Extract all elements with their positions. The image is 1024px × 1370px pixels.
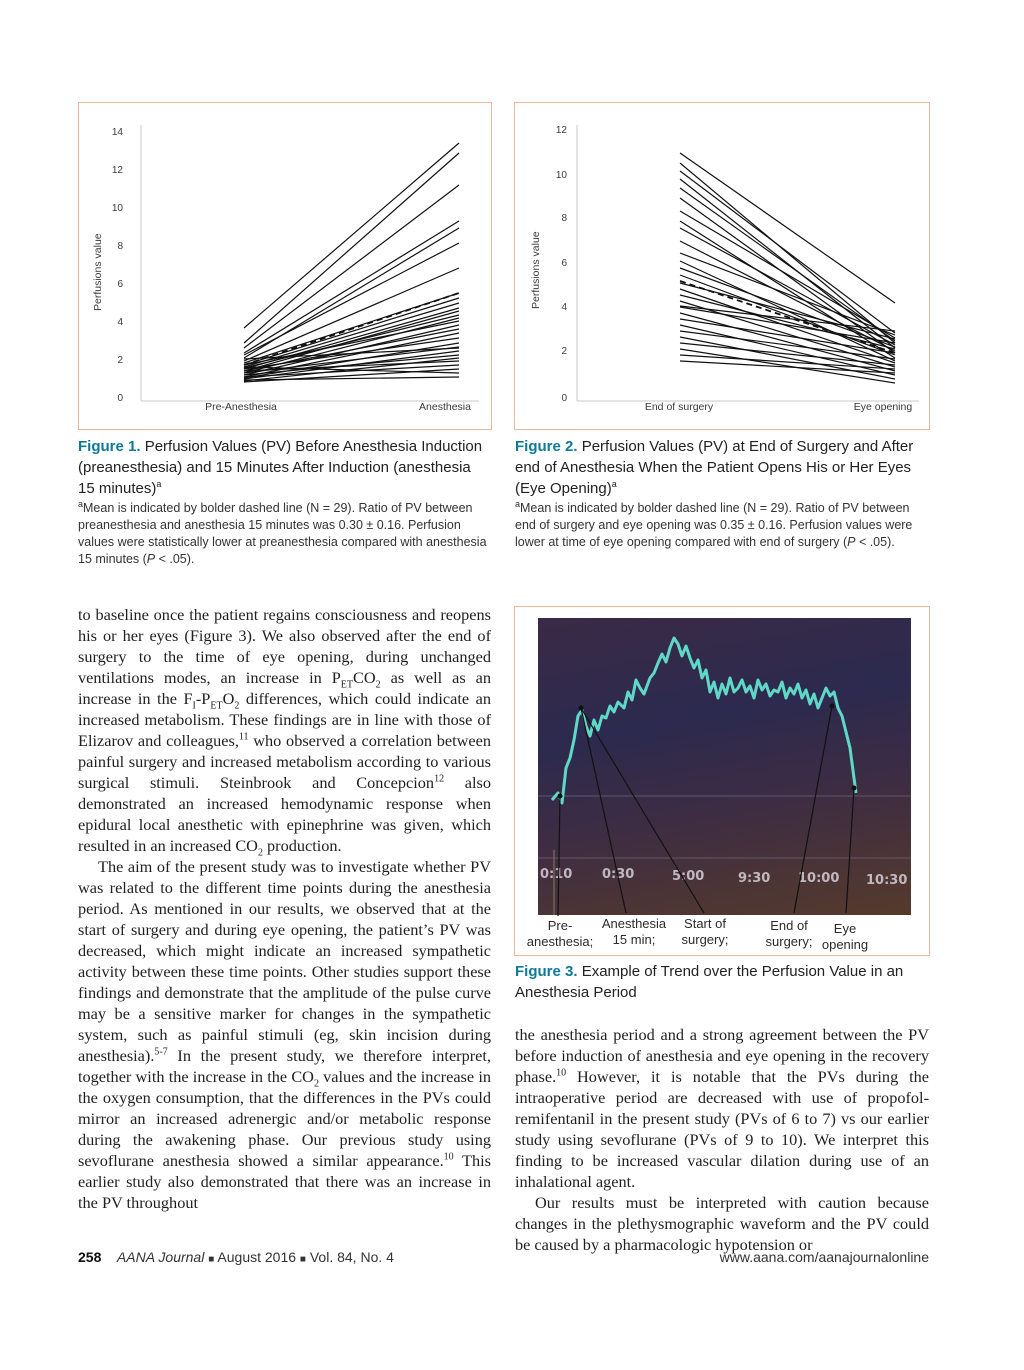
figure-3-caption bbox=[515, 961, 929, 1003]
left-paragraph-1: to baseline once the patient regains consciousness and reopens his or her eyes (Figure 3). We also observed after the end of surgery to the time of eye opening, during unchanged ventilations modes, an increase in $P_{ET}CO_2$ as well as an increase in the $F_I-P_{ET}O_2$ differences, which could indicate an increased metabolism. These findings are in line with those of Elizarov and colleagues,$^{11}$ who observed a correlation between painful surgery and increased metabolism according to various surgical stimuli. Steinbrook and Concepcion$^{12}$ also demonstrated an increased hemodynamic response when epidural local anesthetic with epinephrine was given, which resulted in an increased $CO_2$ production. bbox=[78, 605, 492, 859]
f2-data-lines bbox=[680, 153, 895, 383]
f3-ann-pre-l2: anesthesia; bbox=[526, 934, 594, 949]
f1-caption-title bbox=[78, 436, 488, 499]
f3-caption-text: Example of Trend over the Perfusion Value in an Anesthesia Period bbox=[515, 963, 904, 1001]
f3-time-2: 5:00 bbox=[672, 869, 705, 884]
f2-x-label-end-of-surgery: End of surgery bbox=[644, 401, 714, 413]
f1-ytick-14: 14 bbox=[111, 127, 123, 138]
right-paragraph-2: Our results must be interpreted with caution because changes in the plethysmographic waveform and the PV could be caused by a pharmacologic hypotension or bbox=[515, 1193, 929, 1254]
f1-x-label-pre: Pre-Anesthesia bbox=[205, 401, 277, 413]
f3-time-3: 9:30 bbox=[738, 871, 771, 886]
f1-caption-label: Figure 1. bbox=[78, 438, 141, 455]
f2-note-text: Mean is indicated by bolder dashed line (N = 29). Ratio of PV between end of surgery and eye opening was 0.35 ± 0.16. Perfusion values were lower at time of eye opening compared with end of surgery ( bbox=[515, 501, 913, 549]
f3-ann-eye-l1: Eye bbox=[833, 921, 857, 936]
f3-caption-label: Figure 3. bbox=[515, 963, 578, 980]
f2-note-sup: a bbox=[515, 498, 521, 509]
f1-ytick-8: 8 bbox=[117, 241, 123, 252]
f1-caption-note bbox=[78, 500, 488, 568]
f1-note-sup: a bbox=[78, 498, 84, 509]
f3-time-5: 10:30 bbox=[866, 873, 908, 888]
f3-ann-start-l2: surgery; bbox=[681, 932, 729, 947]
f2-ytick-8: 8 bbox=[561, 213, 567, 224]
f3-ann-end-l2: surgery; bbox=[765, 934, 813, 949]
f1-ytick-12: 12 bbox=[111, 165, 123, 176]
f1-ytick-2: 2 bbox=[117, 355, 123, 366]
left-text-column bbox=[78, 604, 491, 1213]
f1-data-lines bbox=[244, 143, 459, 382]
f3-caption-title bbox=[515, 961, 929, 1003]
f2-caption-title bbox=[515, 436, 929, 499]
f1-ytick-6: 6 bbox=[117, 279, 123, 290]
f1-x-label-anesthesia: Anesthesia bbox=[419, 401, 471, 413]
f2-caption-text: Perfusion Values (PV) at End of Surgery and After end of Anesthesia When the Patient Opens His or Her Eyes (Eye Opening) bbox=[515, 438, 914, 497]
right-text-column bbox=[515, 1024, 929, 1255]
f2-ytick-6: 6 bbox=[561, 258, 567, 269]
f3-ann-eye-l2: opening bbox=[821, 937, 869, 952]
f3-ann-start-l1: Start of bbox=[684, 916, 726, 931]
f2-note-end: < .05). bbox=[855, 535, 895, 549]
f1-ytick-4: 4 bbox=[117, 317, 123, 328]
f1-note-text: Mean is indicated by bolder dashed line (N = 29). Ratio of PV between preanesthesia and anesthesia 15 minutes was 0.30 ± 0.16. Perfusion values were statistically lower at preanesthesia compared with anesthesia 15 minutes ( bbox=[78, 501, 487, 566]
f2-caption-sup: a bbox=[611, 479, 617, 489]
figure-2-caption bbox=[515, 436, 929, 551]
footer-separator-2: ■ bbox=[299, 1254, 306, 1265]
f1-note-p: P bbox=[146, 552, 156, 566]
f3-time-4: 10:00 bbox=[798, 871, 840, 886]
right-paragraph-1: the anesthesia period and a strong agreement between the PV before induction of anesthesia and eye opening in the recovery phase.$^{10}$ However, it is notable that the PVs during the intraoperative period are decreased with use of propofol-remifentanil in the present study (PVs of 6 to 7) vs our earlier study using sevoflurane (PVs of 9 to 10). We interpret this finding to be increased vascular dilation during use of an inhalational agent. bbox=[515, 1025, 929, 1191]
f2-y-axis-label: Perfusions value bbox=[530, 231, 542, 309]
f2-caption-note bbox=[515, 500, 929, 551]
f2-ytick-10: 10 bbox=[555, 170, 567, 181]
f1-mean-line bbox=[244, 293, 459, 365]
f1-note-end: < .05). bbox=[155, 552, 195, 566]
page-number: 258 bbox=[78, 1249, 102, 1265]
f2-x-label-eye-opening: Eye opening bbox=[853, 401, 913, 413]
f3-time-0: 0:10 bbox=[540, 867, 573, 882]
figure-2-panel bbox=[514, 102, 930, 430]
f1-ytick-0: 0 bbox=[117, 393, 123, 404]
f2-ytick-2: 2 bbox=[561, 346, 567, 357]
f1-caption-text: Perfusion Values (PV) Before Anesthesia Induction (preanesthesia) and 15 Minutes After Induction (anesthesia 15 minutes) bbox=[78, 438, 483, 497]
journal-name: AANA Journal bbox=[116, 1249, 205, 1265]
f3-ann-end-l1: End of bbox=[770, 918, 808, 933]
figure-1-caption bbox=[78, 436, 488, 568]
f3-ann-pre-l1: Pre- bbox=[547, 918, 573, 933]
issue-date: August 2016 bbox=[217, 1249, 297, 1265]
f1-ytick-10: 10 bbox=[111, 203, 123, 214]
f2-ytick-12: 12 bbox=[555, 125, 567, 136]
f2-ytick-4: 4 bbox=[561, 302, 567, 313]
page-footer-left bbox=[78, 1249, 394, 1265]
volume-issue: Vol. 84, No. 4 bbox=[309, 1249, 394, 1265]
f3-time-1: 0:30 bbox=[602, 867, 635, 882]
f2-note-p: P bbox=[847, 535, 856, 549]
figure-1-plot bbox=[79, 103, 493, 431]
f2-ytick-0: 0 bbox=[561, 393, 567, 404]
page-footer-right bbox=[720, 1249, 929, 1265]
f3-annotation-layer bbox=[514, 606, 930, 956]
f1-caption-sup: a bbox=[156, 479, 162, 489]
f3-ann-anes-l1: Anesthesia bbox=[601, 916, 667, 931]
figure-1-panel bbox=[78, 102, 492, 430]
journal-url[interactable]: www.aana.com/aanajournalonline bbox=[719, 1249, 929, 1265]
f3-ann-anes-l2: 15 min; bbox=[612, 932, 656, 947]
figure-2-plot bbox=[515, 103, 931, 431]
left-paragraph-2: The aim of the present study was to investigate whether PV was related to the different time points during the anesthesia period. As mentioned in our results, we observed that at the start of surgery and during eye opening, the patient’s PV was decreased, which might indicate an increased sympathetic activity between these time points. Other studies support these findings and demonstrate that the amplitude of the pulse curve may be a sensitive marker for changes in the sympathetic system, such as painful stimuli (eg, skin incision during anesthesia).$^{5-7}$ In the present study, we therefore interpret, together with the increase in the $CO_2$ values and the increase in the oxygen consumption, that the differences in the PVs could mirror an increased adrenergic and/or metabolic response during the awakening phase. Our previous study using sevoflurane anesthesia showed a similar appearance.$^{10}$ This earlier study also demonstrated that there was an increase in the PV throughout bbox=[78, 857, 491, 1212]
footer-separator-1: ■ bbox=[208, 1254, 215, 1265]
f1-y-axis-label: Perfusions value bbox=[92, 233, 104, 311]
f2-caption-label: Figure 2. bbox=[515, 438, 578, 455]
